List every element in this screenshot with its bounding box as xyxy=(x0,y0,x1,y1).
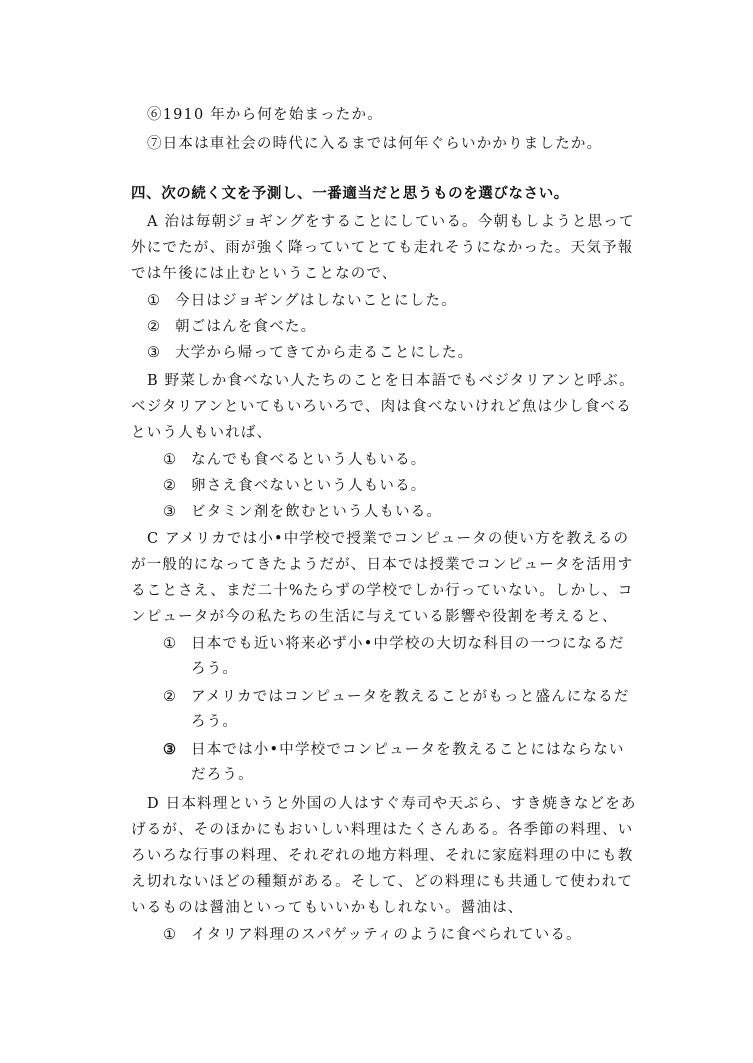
option-text: 日本でも近い将来必ず小•中学校の大切な科目の一つになるだ xyxy=(191,636,625,652)
option-text: 卵さえ食べないという人もいる。 xyxy=(191,478,427,494)
option-c-3 xyxy=(163,740,625,760)
option-c-3-cont: だろう。 xyxy=(191,767,254,783)
paragraph-d-line: いるものは醤油といってもいいかもしれない。醤油は、 xyxy=(131,900,524,916)
paragraph-b-line: ベジタリアンといてもいろいろで、肉は食べないけれど魚は少し食べる xyxy=(131,399,632,415)
paragraph-b-line: B 野菜しか食べない人たちのことを日本語でもベジタリアンと呼ぶ。 xyxy=(147,373,635,389)
option-c-1 xyxy=(163,634,625,654)
paragraph-d-line: え切れないほどの種類がある。そして、どの料理にも共通して使われて xyxy=(131,874,634,890)
option-number: ① xyxy=(147,293,162,309)
option-b-2 xyxy=(163,476,427,496)
paragraph-d-line: ろいろな行事の料理、それぞれの地方料理、それに家庭料理の中にも教 xyxy=(131,848,634,864)
paragraph-a-line: では午後には止むということなので、 xyxy=(131,266,398,282)
option-number: ① xyxy=(163,636,178,652)
paragraph-d-line: D 日本料理というと外国の人はすぐ寿司や天ぷら、すき焼きなどをあ xyxy=(147,796,637,812)
paragraph-a-line: 外にでたが、雨が強く降っていてとても走れそうになかった。天気予報 xyxy=(131,240,634,256)
option-d-1 xyxy=(163,925,582,945)
option-text: なんでも食べるという人もいる。 xyxy=(191,452,427,468)
paragraph-c-line: ることさえ、まだ二十%たらずの学校でしか行っていない。しかし、コ xyxy=(131,583,634,599)
option-text: 朝ごはんを食べた。 xyxy=(175,319,317,335)
paragraph-b-line: という人もいれば、 xyxy=(131,425,273,441)
option-a-3 xyxy=(147,343,473,363)
option-b-1 xyxy=(163,450,427,470)
paragraph-c-line: が一般的になってきたようだが、日本では授業でコンピュータを活用す xyxy=(131,557,634,573)
option-c-1-cont: ろう。 xyxy=(191,661,239,677)
option-a-2 xyxy=(147,317,316,337)
option-number: ③ xyxy=(147,345,162,361)
option-number: ② xyxy=(147,319,162,335)
option-b-3 xyxy=(163,502,442,522)
option-number: ② xyxy=(163,689,178,705)
option-number: ① xyxy=(163,452,178,468)
option-number: ③ xyxy=(163,504,178,520)
section-heading: 四、次の続く文を予測し、一番適当だと思うものを選びなさい。 xyxy=(131,186,569,202)
option-number: ① xyxy=(163,927,178,943)
option-text: 日本では小•中学校でコンピュータを教えることにはならない xyxy=(191,742,625,758)
option-number: ③ xyxy=(163,741,178,758)
paragraph-d-line: げるが、そのほかにもおいしい料理はたくさんある。各季節の料理、い xyxy=(131,822,634,838)
option-text: 今日はジョギングはしないことにした。 xyxy=(175,293,457,309)
paragraph-c-line: C アメリカでは小•中学校で授業でコンピュータの使い方を教えるの xyxy=(147,531,630,547)
question-7: ⑦日本は車社会の時代に入るまでは何年ぐらいかかりましたか。 xyxy=(147,136,603,152)
option-number: ② xyxy=(163,478,178,494)
option-c-2-cont: ろう。 xyxy=(191,714,239,730)
option-text: イタリア料理のスパゲッティのように食べられている。 xyxy=(191,927,582,943)
option-c-2 xyxy=(163,687,630,707)
paragraph-a-line: A 治は毎朝ジョギングをすることにしている。今朝もしようと思って xyxy=(147,214,635,230)
option-text: 大学から帰ってきてから走ることにした。 xyxy=(175,345,474,361)
option-text: アメリカではコンピュータを教えることがもっと盛んになるだ xyxy=(191,689,630,705)
option-text: ビタミン剤を飲むという人もいる。 xyxy=(191,504,443,520)
paragraph-c-line: ンピュータが今の私たちの生活に与えている影響や役割を考えると、 xyxy=(131,609,618,625)
question-6: ⑥1910 年から何を始まったか。 xyxy=(147,107,383,123)
option-a-1 xyxy=(147,291,457,311)
